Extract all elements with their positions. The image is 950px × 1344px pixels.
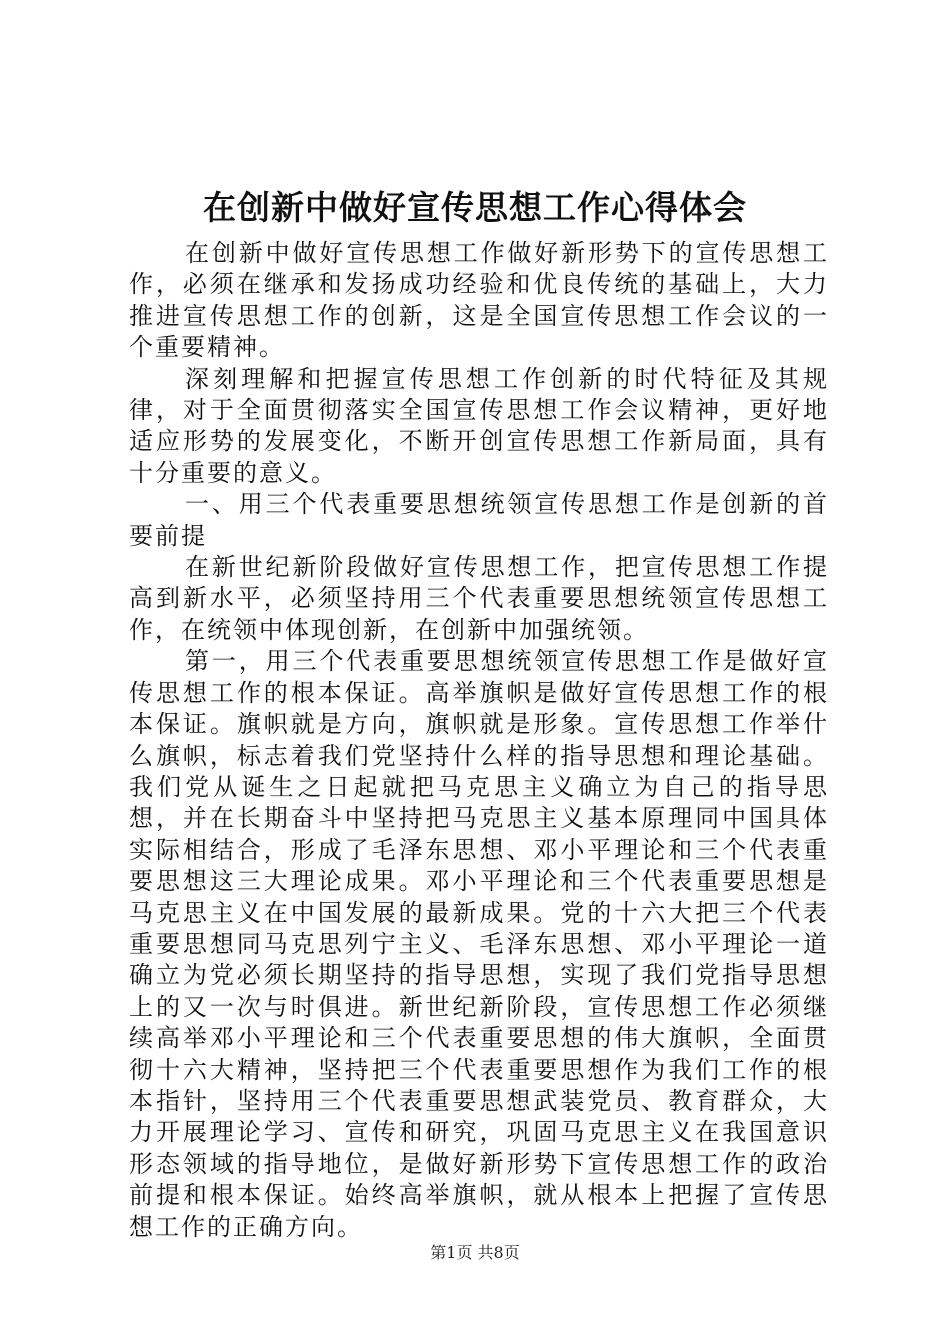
document-title: 在创新中做好宣传思想工作心得体会 xyxy=(203,188,747,227)
section-heading-1: 一、用三个代表重要思想统领宣传思想工作是创新的首要前提 xyxy=(129,490,829,550)
paragraph-first-point: 第一，用三个代表重要思想统领宣传思想工作是做好宣传思想工作的根本保证。高举旗帜是做好宣传思想工作的根本保证。旗帜就是方向，旗帜就是形象。宣传思想工作举什么旗帜，标志着我们党坚持什么样的指导思想和理论基础。我们党从诞生之日起就把马克思主义确立为自己的指导思想，并在长期奋斗中坚持把马克思主义基本原理同中国具体实际相结合，形成了毛泽东思想、邓小平理论和三个代表重要思想这三大理论成果。邓小平理论和三个代表重要思想是马克思主义在中国发展的最新成果。党的十六大把三个代表重要思想同马克思列宁主义、毛泽东思想、邓小平理论一道确立为党必须长期坚持的指导思想，实现了我们党指导思想上的又一次与时俱进。新世纪新阶段，宣传思想工作必须继续高举邓小平理论和三个代表重要思想的伟大旗帜，全面贯彻十六大精神，坚持把三个代表重要思想作为我们工作的根本指针，坚持用三个代表重要思想武装党员、教育群众，大力开展理论学习、宣传和研究，巩固马克思主义在我国意识形态领域的指导地位，是做好新形势下宣传思想工作的政治前提和根本保证。始终高举旗帜，就从根本上把握了宣传思想工作的正确方向。 xyxy=(129,647,829,1241)
document-body xyxy=(129,238,829,1243)
paragraph-intro: 在创新中做好宣传思想工作做好新形势下的宣传思想工作，必须在继承和发扬成功经验和优良传统的基础上，大力推进宣传思想工作的创新，这是全国宣传思想工作会议的一个重要精神。 xyxy=(129,239,829,362)
paragraph-significance: 深刻理解和把握宣传思想工作创新的时代特征及其规律，对于全面贯彻落实全国宣传思想工作会议精神，更好地适应形势的发展变化，不断开创宣传思想工作新局面，具有十分重要的意义。 xyxy=(129,364,829,487)
page-number-footer: 第1页 共8页 xyxy=(430,1243,520,1262)
paragraph-new-era: 在新世纪新阶段做好宣传思想工作，把宣传思想工作提高到新水平，必须坚持用三个代表重要思想统领宣传思想工作，在统领中体现创新，在创新中加强统领。 xyxy=(129,553,829,644)
